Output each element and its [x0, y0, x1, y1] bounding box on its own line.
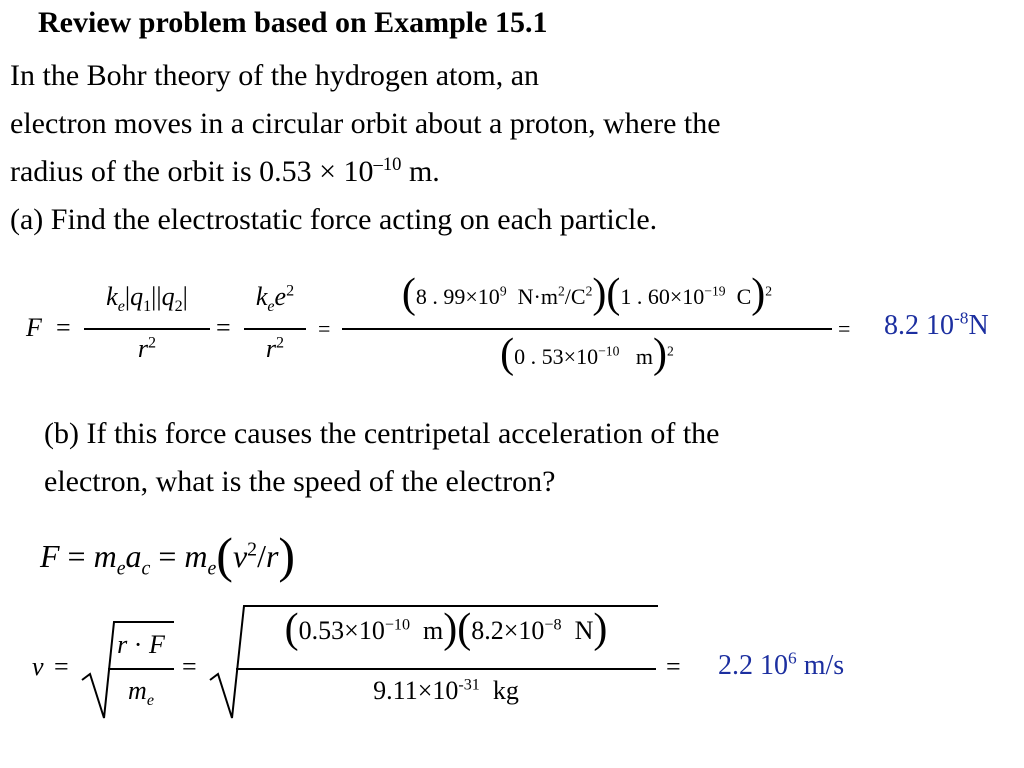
problem-line-2: electron moves in a circular orbit about a proton, where the	[10, 107, 721, 140]
radius-exponent: –10	[373, 154, 402, 175]
eq1-frac2-numerator: $k_ee^2$	[255, 282, 295, 316]
problem-line-3	[10, 148, 721, 196]
problem-line-1: In the Bohr theory of the hydrogen atom, an	[10, 59, 540, 92]
eq1-frac2-bar	[244, 328, 306, 330]
eq3-frac2-denominator: $9.11\times 10^{-31}$ kg	[373, 676, 519, 705]
eq3-equals-3: =	[666, 652, 681, 681]
eq3-equals-2: =	[182, 652, 197, 681]
eq1-frac2-denominator: $r^2$	[265, 334, 285, 363]
eq1-answer-unit: N	[968, 310, 989, 341]
part-b-line-1: (b) If this force causes the centripetal acceleration of the	[44, 417, 720, 450]
eq3-frac2-bar	[236, 668, 656, 670]
eq1-answer-mantissa: 8.2 10	[884, 310, 954, 341]
eq3-lhs: v	[32, 652, 44, 681]
eq1-frac1-bar	[84, 328, 210, 330]
part-b-line-2: electron, what is the speed of the electron?	[44, 465, 556, 498]
eq1-equals-3: =	[318, 316, 331, 341]
eq1-equals-2: =	[216, 313, 231, 342]
eq3-equals-1: =	[54, 652, 69, 681]
eq3-answer-exponent: 6	[788, 648, 797, 668]
eq1-frac1-denominator: $r^2$	[137, 334, 157, 363]
part-b-question	[44, 410, 719, 506]
eq1-answer	[884, 310, 989, 342]
eq3-frac1-numerator: r · F	[117, 630, 165, 659]
eq1-answer-exponent: -8	[954, 308, 969, 328]
part-a-question	[10, 196, 721, 244]
eq1-frac3-denominator: (0 . $53\times 10^{-10}$ m)$^2$	[500, 331, 674, 377]
eq3-frac1-denominator: $m_e$	[128, 676, 154, 710]
eq1-frac1-numerator: $k_e|q_1||q_2|$	[106, 282, 188, 316]
problem-statement	[10, 52, 721, 244]
eq1-equals-4: =	[838, 316, 851, 341]
part-a-text: Find the electrostatic force acting on each particle.	[50, 203, 658, 236]
radius-unit: m.	[401, 155, 440, 188]
radius-text: radius of the orbit is 0.53 × 10	[10, 155, 374, 188]
eq1-frac3-bar	[342, 328, 832, 330]
centripetal-equation: $F = m_ea_c = m_e(v^2/r)$	[40, 527, 296, 583]
eq3-frac1-bar	[108, 668, 174, 670]
slide-title: Review problem based on Example 15.1	[38, 6, 548, 39]
eq1-frac3-numerator: (8 . $99\times 10^9$ $N\cdot m^2/C^2)(1$ . $60\times 10^{-19}$ C)$^2$	[401, 271, 773, 317]
part-a-label: (a)	[10, 203, 44, 236]
eq3-answer-mantissa: 2.2 10	[718, 650, 788, 681]
eq3-frac2-numerator: ($0.53\times 10^{-10}$ $m)(8.2\times 10^{-8}$ N)	[284, 606, 608, 652]
eq1-lhs: F	[26, 313, 42, 342]
eq1-equals-1: =	[56, 313, 71, 342]
eq3-answer	[718, 650, 844, 682]
eq3-answer-unit: m/s	[796, 650, 845, 681]
